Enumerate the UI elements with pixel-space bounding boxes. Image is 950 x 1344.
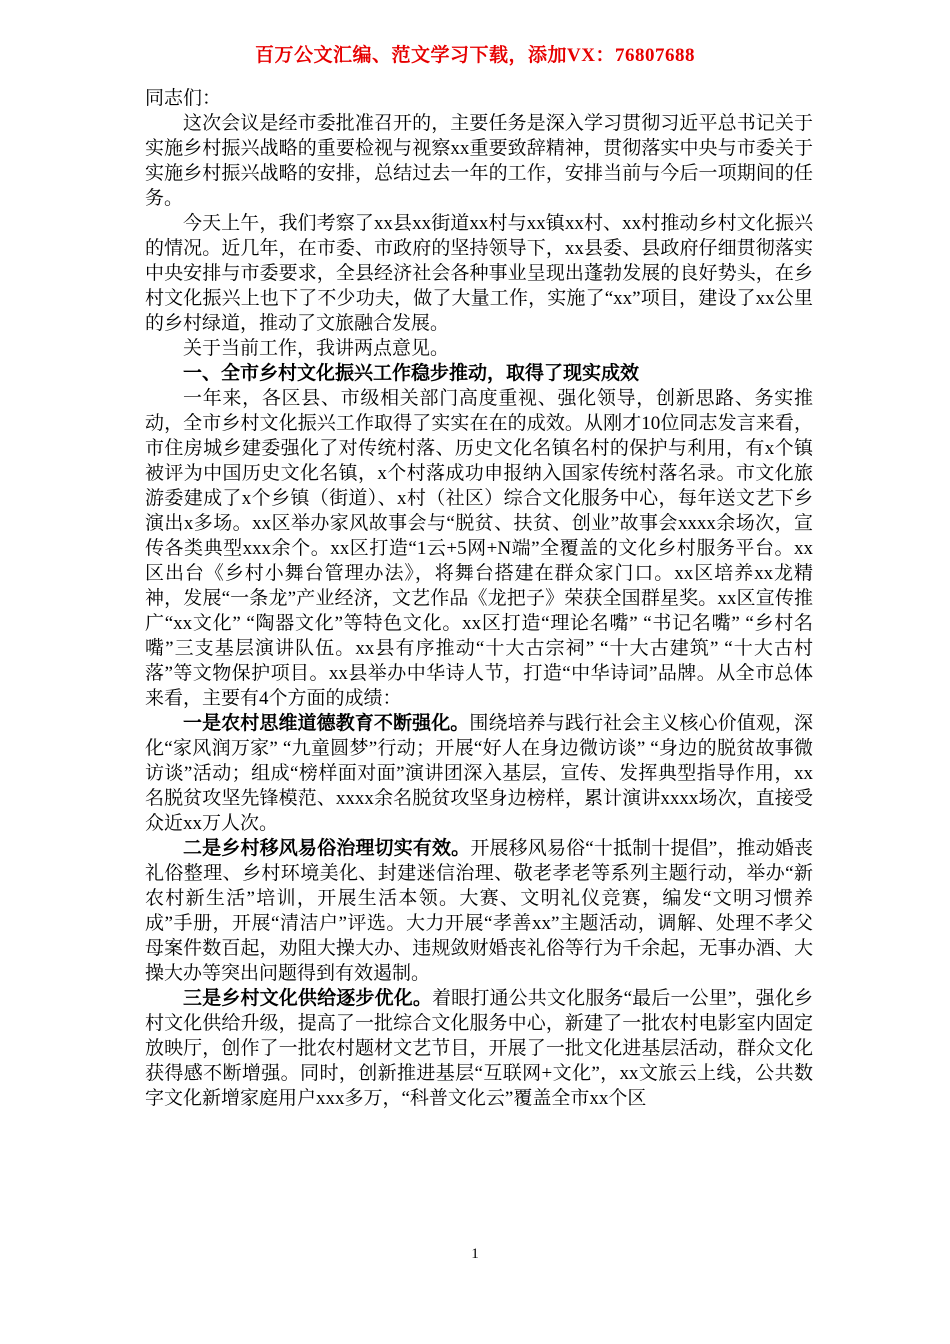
header-notice: 百万公文汇编、范文学习下载，添加VX：76807688	[255, 45, 695, 66]
document-body	[145, 86, 813, 1111]
point-3-text: 着眼打通公共文化服务“最后一公里”，强化乡村文化供给升级，提高了一批综合文化服务中心，新建了一批农村电影室内固定放映厅，创作了一批农村题材文艺节目，开展了一批文化进基层活动，群众文化获得感不断增强。同时，创新推进基层“互联网+文化”，xx文旅云上线，公共数字文化新增家庭用户xxx多万，“科普文化云”覆盖全市xx个区	[145, 988, 813, 1109]
point-2-lead: 二是乡村移风易俗治理切实有效。	[183, 838, 471, 859]
section-heading-1: 一、全市乡村文化振兴工作稳步推动，取得了现实成效	[183, 363, 640, 384]
transition-paragraph: 关于当前工作，我讲两点意见。	[183, 338, 450, 359]
intro-paragraph-1: 这次会议是经市委批准召开的，主要任务是深入学习贯彻习近平总书记关于实施乡村振兴战略的重要检视与视察xx重要致辞精神，贯彻落实中央与市委关于实施乡村振兴战略的安排，总结过去一年的工作，安排当前与今后一项期间的任务。	[145, 113, 813, 209]
point-paragraph-3	[145, 986, 813, 1111]
point-1-text: 围绕培养与践行社会主义核心价值观，深化“家风润万家” “九童圆梦”行动；开展“好人在身边微访谈” “身边的脱贫故事微访谈”活动；组成“榜样面对面”演讲团深入基层，宣传、发挥典型指导作用，xx名脱贫攻坚先锋模范、xxxx余名脱贫攻坚身边榜样，累计演讲xxxx场次，直接受众近xx万人次。	[145, 713, 813, 834]
page-number: 1	[471, 1246, 479, 1262]
point-3-lead: 三是乡村文化供给逐步优化。	[183, 988, 433, 1009]
point-paragraph-1	[145, 711, 813, 836]
point-1-lead: 一是农村思维道德教育不断强化。	[183, 713, 470, 734]
overview-paragraph: 一年来，各区县、市级相关部门高度重视、强化领导，创新思路、务实推动，全市乡村文化振兴工作取得了实实在在的成效。从刚才10位同志发言来看，市住房城乡建委强化了对传统村落、历史文化名镇名村的保护与利用，有x个镇被评为中国历史文化名镇，x个村落成功申报纳入国家传统村落名录。市文化旅游委建成了x个乡镇（街道）、x村（社区）综合文化服务中心，每年送文艺下乡演出x多场。xx区举办家风故事会与“脱贫、扶贫、创业”故事会xxxx余场次，宣传各类典型xxx余个。xx区打造“1云+5网+N端”全覆盖的文化乡村服务平台。xx区出台《乡村小舞台管理办法》，将舞台搭建在群众家门口。xx区培养xx龙精神，发展“一条龙”产业经济，文艺作品《龙把子》荣获全国群星奖。xx区宣传推广“xx文化” “陶器文化”等特色文化。xx区打造“理论名嘴” “书记名嘴” “乡村名嘴”三支基层演讲队伍。xx县有序推动“十大古宗祠” “十大古建筑” “十大古村落”等文物保护项目。xx县举办中华诗人节，打造“中华诗词”品牌。从全市总体来看，主要有4个方面的成绩：	[145, 388, 813, 709]
point-paragraph-2	[145, 836, 813, 986]
point-2-text: 开展移风易俗“十抵制十提倡”，推动婚丧礼俗整理、乡村环境美化、封建迷信治理、敬老孝老等系列主题行动，举办“新农村新生活”培训，开展生活本领。大赛、文明礼仪竞赛，编发“文明习惯养成”手册，开展“清洁户”评选。大力开展“孝善xx”主题活动，调解、处理不孝父母案件数百起，劝阻大操大办、违规敛财婚丧礼俗等行为千余起，无事办酒、大操大办等突出问题得到有效遏制。	[145, 838, 813, 984]
intro-paragraph-2: 今天上午，我们考察了xx县xx街道xx村与xx镇xx村、xx村推动乡村文化振兴的情况。近几年，在市委、市政府的坚持领导下，xx县委、县政府仔细贯彻落实中央安排与市委要求，全县经济社会各种事业呈现出蓬勃发展的良好势头，在乡村文化振兴上也下了不少功夫，做了大量工作，实施了“xx”项目，建设了xx公里的乡村绿道，推动了文旅融合发展。	[145, 213, 813, 334]
salutation: 同志们：	[145, 88, 222, 109]
